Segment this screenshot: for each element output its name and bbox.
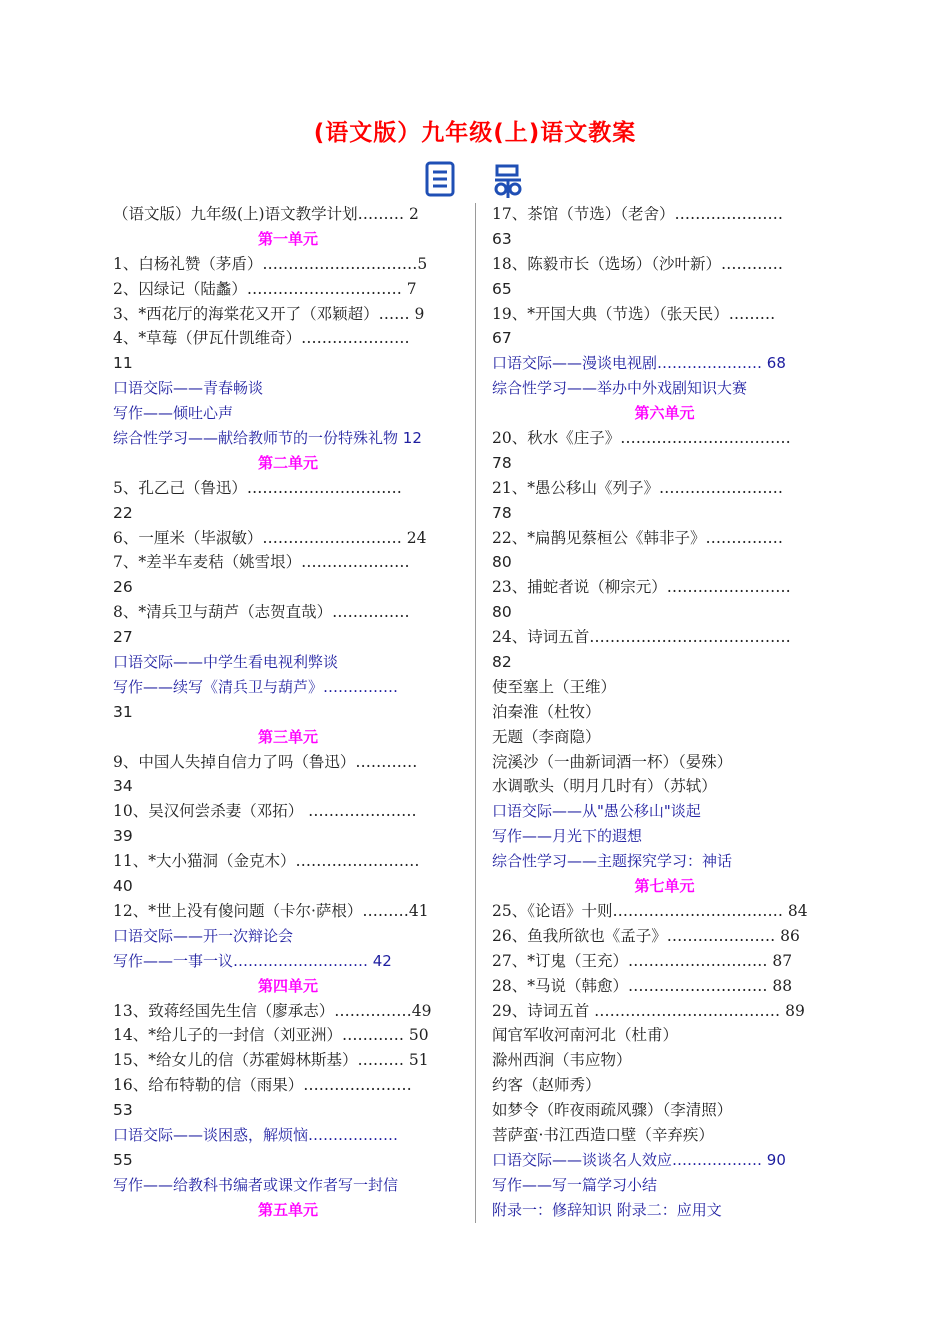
page-number: 65	[492, 279, 512, 298]
page-number: 80	[492, 553, 512, 572]
page-number: 67	[492, 329, 512, 348]
column-divider	[475, 203, 476, 1223]
toc-entry: 口语交际——漫谈电视剧………………… 68	[492, 354, 786, 373]
unit-heading: 第五单元	[257, 1200, 318, 1219]
toc-entry: 21、*愚公移山《列子》……………………	[492, 478, 783, 497]
toc-entry: 15、*给女儿的信（苏霍姆林斯基）……… 51	[113, 1051, 429, 1070]
page-number: 11	[113, 354, 133, 373]
toc-entry: 10、吴汉何尝杀妻（邓拓） …………………	[113, 802, 417, 821]
unit-heading: 第七单元	[634, 877, 695, 896]
toc-entry: 14、*给儿子的一封信（刘亚洲）………… 50	[113, 1026, 429, 1045]
unit-heading: 第四单元	[257, 976, 318, 995]
unit-heading: 第六单元	[634, 404, 695, 423]
toc-entry: 口语交际——从"愚公移山"谈起	[492, 802, 701, 821]
toc-entry: 口语交际——青春畅谈	[113, 379, 264, 398]
toc-entry: 24、诗词五首…………………………………	[492, 628, 791, 647]
toc-entry: 29、诗词五首 ……………………………… 89	[492, 1001, 805, 1020]
toc-entry: 23、捕蛇者说（柳宗元）……………………	[492, 578, 791, 597]
toc-entry: 25、《论语》十则…………………………… 84	[492, 901, 808, 920]
page-number: 26	[113, 578, 133, 597]
toc-entry: 22、*扁鹊见蔡桓公《韩非子》……………	[492, 528, 783, 547]
toc-entry: 28、*马说（韩愈）……………………… 88	[492, 976, 793, 995]
page-number: 78	[492, 453, 512, 472]
page-number: 31	[113, 702, 133, 721]
toc-entry: 1、白杨礼赞（茅盾）…………………………5	[113, 254, 428, 273]
toc-entry: 菩萨蛮·书江西造口壁（辛弃疾）	[492, 1125, 714, 1144]
toc-entry: 4、*草莓（伊瓦什凯维奇）…………………	[113, 329, 410, 348]
document-title: (语文版）九年级(上)语文教案	[313, 120, 637, 146]
toc-entry: 5、孔乙己（鲁迅）…………………………	[113, 478, 402, 497]
toc-entry: 附录一：修辞知识 附录二：应用文	[492, 1200, 722, 1219]
page-number: 63	[492, 229, 512, 248]
toc-entry: 26、鱼我所欲也《孟子》………………… 86	[492, 926, 800, 945]
page-number: 53	[113, 1101, 133, 1120]
toc-entry: 17、茶馆（节选）（老舍）…………………	[492, 205, 783, 223]
toc-entry: 27、*订鬼（王充）……………………… 87	[492, 951, 793, 970]
page-number: 78	[492, 503, 512, 522]
toc-entry: 13、致蒋经国先生信（廖承志）……………49	[113, 1001, 432, 1020]
toc-entry: 3、*西花厅的海棠花又开了（邓颖超）…… 9	[113, 304, 425, 323]
toc-entry: 18、陈毅市长（选场）（沙叶新）…………	[492, 254, 783, 273]
toc-entry: 11、*大小猫洞（金克木）……………………	[113, 852, 420, 871]
toc-entry: 综合性学习——献给教师节的一份特殊礼物 12	[113, 429, 422, 448]
toc-entry: 20、秋水《庄子》……………………………	[492, 429, 791, 448]
toc-entry: 浣溪沙（一曲新词酒一杯）（晏殊）	[492, 752, 733, 771]
toc-entry: 2、囚绿记（陆蠡）………………………… 7	[113, 279, 417, 298]
unit-heading: 第一单元	[257, 229, 318, 248]
toc-right-column	[492, 202, 837, 1223]
list-doc-icon	[427, 163, 453, 195]
toc-entry: 9、中国人失掉自信力了吗（鲁迅）…………	[113, 752, 418, 771]
toc-left-column	[113, 202, 463, 1223]
toc-entry: 综合性学习——举办中外戏剧知识大赛	[492, 379, 748, 398]
page-number: 39	[113, 827, 133, 846]
toc-entry: 19、*开国大典（节选）（张天民）………	[492, 304, 776, 323]
page-number: 22	[113, 503, 133, 522]
toc-entry: 16、给布特勒的信（雨果）…………………	[113, 1076, 412, 1095]
toc-entry: 如梦令（昨夜雨疏风骤）（李清照）	[492, 1101, 733, 1120]
toc-entry: 写作——写一篇学习小结	[492, 1175, 658, 1194]
page-number: 82	[492, 653, 512, 672]
toc-entry: 约客（赵师秀）	[492, 1076, 601, 1095]
toc-entry: 写作——一事一议……………………… 42	[113, 951, 392, 970]
toc-entry: 使至塞上（王维）	[492, 677, 617, 696]
toc-entry: 写作——月光下的遐想	[492, 827, 643, 846]
page-number: 34	[113, 777, 133, 796]
page-number: 80	[492, 603, 512, 622]
toc-entry: 综合性学习——主题探究学习：神话	[492, 852, 733, 871]
toc-entry: 口语交际——开一次辩论会	[113, 926, 294, 945]
unit-heading: 第三单元	[257, 727, 318, 746]
page-number: 27	[113, 628, 133, 647]
toc-entry: 写作——续写《清兵卫与葫芦》……………	[113, 677, 399, 696]
toc-entry: 6、一厘米（毕淑敏）……………………… 24	[113, 528, 427, 547]
page-number: 55	[113, 1150, 133, 1169]
toc-entry: 水调歌头（明月几时有）（苏轼）	[492, 777, 717, 796]
toc-entry: （语文版）九年级(上)语文教学计划……… 2	[113, 205, 419, 223]
toc-entry: 8、*清兵卫与葫芦（志贺直哉）……………	[113, 603, 410, 622]
toc-entry: 口语交际——谈困惑，解烦恼………………	[113, 1125, 399, 1144]
toc-entry: 口语交际——谈谈名人效应……………… 90	[492, 1150, 786, 1169]
unit-heading: 第二单元	[257, 453, 318, 472]
toc-entry: 闻官军收河南河北（杜甫）	[492, 1026, 679, 1045]
toc-entry: 写作——给教科书编者或课文作者写一封信	[113, 1175, 399, 1194]
toc-entry: 12、*世上没有傻问题（卡尔·萨根）………41	[113, 901, 429, 920]
decorative-knot-icon	[495, 166, 521, 198]
toc-entry: 7、*差半车麦秸（姚雪垠）…………………	[113, 553, 410, 572]
page-number: 40	[113, 877, 133, 896]
toc-entry: 写作——倾吐心声	[113, 404, 234, 423]
toc-entry: 口语交际——中学生看电视利弊谈	[113, 653, 339, 672]
toc-entry: 泊秦淮（杜牧）	[492, 702, 601, 721]
toc-entry: 滁州西涧（韦应物）	[492, 1051, 632, 1070]
toc-entry: 无题（李商隐）	[492, 727, 601, 746]
table-of-contents-heading	[423, 160, 533, 200]
